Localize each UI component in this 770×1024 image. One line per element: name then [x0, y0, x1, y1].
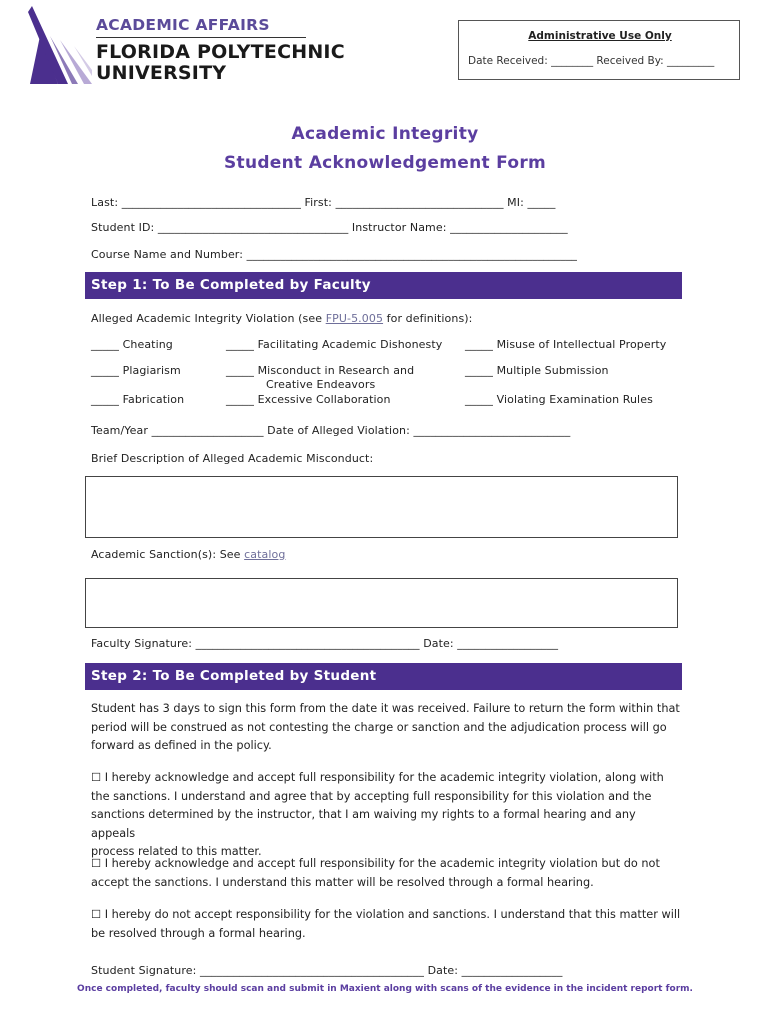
course-field[interactable]: Course Name and Number: ___________________________________________________________ — [91, 248, 578, 261]
student-option-accept-all[interactable] — [91, 769, 681, 862]
option-examination[interactable]: _____ Violating Examination Rules — [465, 393, 653, 406]
team-date-fields[interactable]: Team/Year ____________________ Date of Alleged Violation: ____________________________ — [91, 424, 571, 437]
intro-line: period will be construed as not contesting the charge or sanction and the adjudication process will go — [91, 720, 667, 734]
option-line[interactable]: ☐ I hereby acknowledge and accept full responsibility for the academic integrity violation, along with — [91, 771, 664, 784]
option-facilitating[interactable]: _____ Facilitating Academic Dishonesty — [226, 338, 443, 351]
option-line: the sanctions. I understand and agree that by accepting full responsibility for this violation and the — [91, 789, 652, 803]
option-misconduct[interactable]: _____ Misconduct in Research and — [226, 364, 415, 377]
admin-use-box — [458, 20, 740, 80]
option-plagiarism[interactable]: _____ Plagiarism — [91, 364, 181, 377]
brand-divider — [96, 37, 306, 38]
student-option-accept-responsibility[interactable] — [91, 855, 681, 892]
description-label: Brief Description of Alleged Academic Misconduct: — [91, 452, 374, 465]
intro-line: Student has 3 days to sign this form from the date it was received. Failure to return the form within that — [91, 702, 680, 715]
description-box[interactable] — [85, 476, 678, 538]
admin-title: Administrative Use Only — [528, 30, 672, 42]
intro-line: forward as defined in the policy. — [91, 739, 272, 752]
option-fabrication[interactable]: _____ Fabrication — [91, 393, 185, 406]
university-logo-mark — [28, 6, 92, 84]
option-line: sanctions determined by the instructor, that I am waiving my rights to a formal hearing and any appeals — [91, 808, 636, 840]
step2-intro — [91, 700, 681, 756]
admin-fields: Date Received: ________ Received By: _________ — [468, 55, 715, 67]
violation-prefix: Alleged Academic Integrity Violation (see — [91, 312, 326, 325]
option-line[interactable]: ☐ I hereby acknowledge and accept full responsibility for the academic integrity violation but do not — [91, 857, 660, 870]
policy-link[interactable]: FPU-5.005 — [325, 312, 384, 325]
option-line: be resolved through a formal hearing. — [91, 926, 306, 940]
option-line: accept the sanctions. I understand this matter will be resolved through a formal hearing. — [91, 875, 594, 889]
brand-university-line1: FLORIDA POLYTECHNIC — [96, 41, 345, 63]
option-misuse[interactable]: _____ Misuse of Intellectual Property — [465, 338, 667, 351]
catalog-link[interactable]: catalog — [244, 548, 286, 561]
sanction-box[interactable] — [85, 578, 678, 628]
violation-label — [91, 312, 473, 325]
form-title-line2: Student Acknowledgement Form — [223, 153, 547, 173]
option-cheating[interactable]: _____ Cheating — [91, 338, 173, 351]
brand-university-line2: UNIVERSITY — [96, 62, 227, 84]
step1-heading: Step 1: To Be Completed by Faculty — [85, 272, 682, 299]
step2-heading: Step 2: To Be Completed by Student — [85, 663, 682, 690]
student-option-decline[interactable] — [91, 906, 681, 943]
brand-academic-affairs: ACADEMIC AFFAIRS — [96, 16, 270, 34]
option-line[interactable]: ☐ I hereby do not accept responsibility for the violation and sanctions. I understand that this matter will — [91, 908, 681, 921]
student-signature-field[interactable]: Student Signature: ________________________________________ Date: __________________ — [91, 964, 563, 977]
sanction-prefix: Academic Sanction(s): See — [91, 548, 245, 561]
option-excessive[interactable]: _____ Excessive Collaboration — [226, 393, 391, 406]
sanction-label — [91, 548, 285, 561]
student-id-instructor-fields[interactable]: Student ID: __________________________________ Instructor Name: _____________________ — [91, 221, 568, 234]
faculty-signature-field[interactable]: Faculty Signature: ________________________________________ Date: __________________ — [91, 637, 559, 650]
option-misconduct-cont: Creative Endeavors — [266, 378, 376, 391]
form-title-line1: Academic Integrity — [291, 124, 479, 144]
option-multiple[interactable]: _____ Multiple Submission — [465, 364, 609, 377]
name-fields[interactable]: Last: ________________________________ First: ______________________________ MI: _____ — [91, 196, 556, 209]
violation-suffix: for definitions): — [383, 312, 473, 325]
option-line: process related to this matter. — [91, 845, 262, 858]
footer-note: Once completed, faculty should scan and submit in Maxient along with scans of the evidence in the incident report form. — [77, 984, 693, 994]
